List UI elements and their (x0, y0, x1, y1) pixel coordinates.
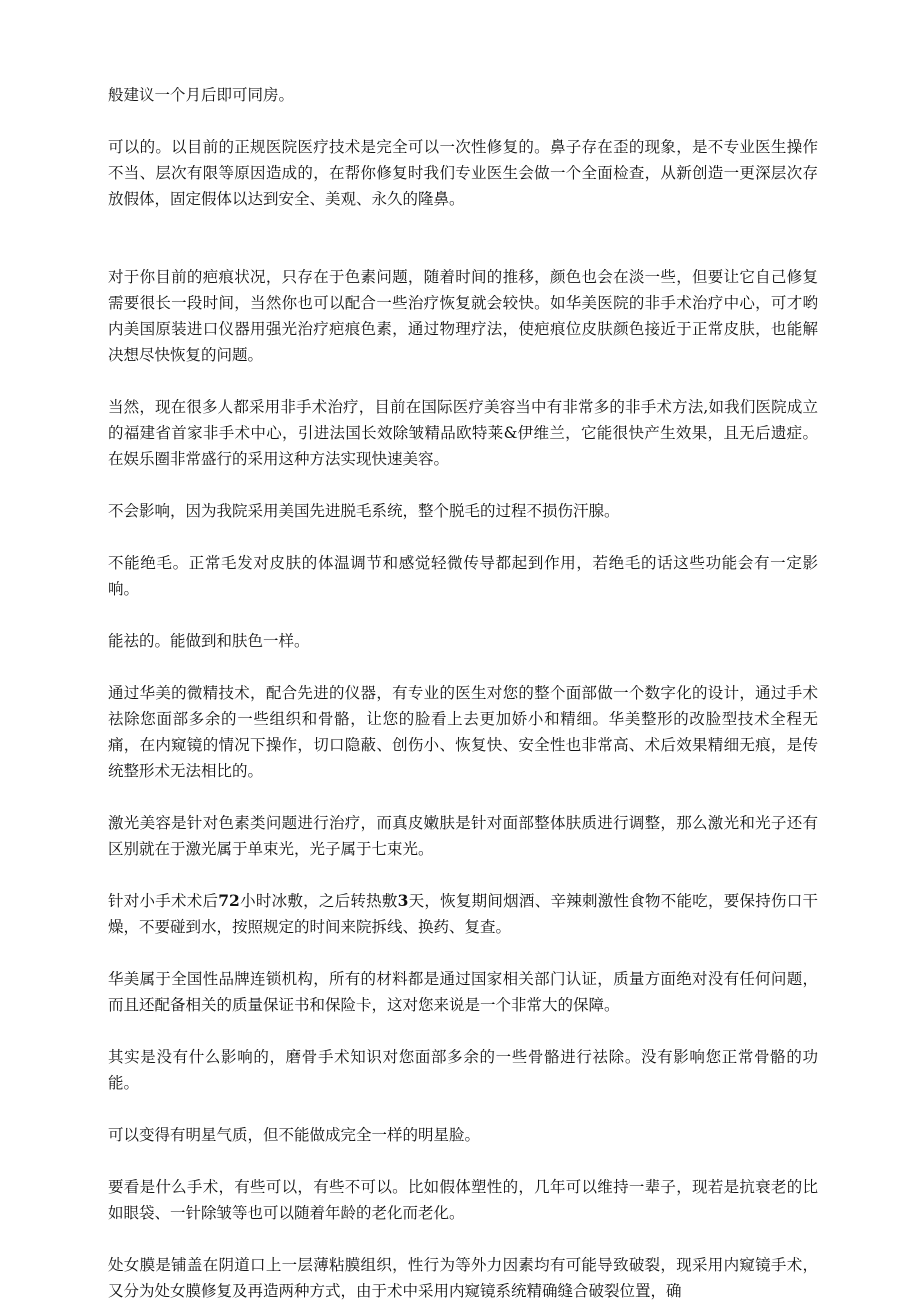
paragraph-15: 处女膜是铺盖在阴道口上一层薄粘膜组织，性行为等外力因素均有可能导致破裂，现采用内窥镜手术，又分为处女膜修复及再造两种方式，由于术中采用内窥镜系统精确缝合破裂位置，确 (108, 1256, 818, 1300)
days-number: 3 (397, 891, 409, 910)
paragraph-8: 通过华美的微精技术，配合先进的仪器，有专业的医生对您的整个面部做一个数字化的设计，通过手术祛除您面部多余的一些组织和骨骼，让您的脸看上去更加娇小和精细。华美整形的改脸型技术全程无痛，在内窥镜的情况下操作，切口隐蔽、创伤小、恢复快、安全性也非常高、术后效果精细无痕，是传统整形术无法相比的。 (108, 684, 818, 780)
paragraph-4: 当然，现在很多人都采用非手术治疗，目前在国际医疗美容当中有非常多的非手术方法,如我们医院成立的福建省首家非手术中心，引进法国长效除皱精品欧特莱&伊维兰，它能很快产生效果，且无后遗症。在娱乐圈非常盛行的采用这种方法实现快速美容。 (108, 398, 818, 468)
paragraph-13: 可以变得有明星气质，但不能做成完全一样的明星脸。 (108, 1126, 481, 1144)
paragraph-5: 不会影响，因为我院采用美国先进脱毛系统，整个脱毛的过程不损伤汗腺。 (108, 502, 620, 520)
paragraph-3: 对于你目前的疤痕状况，只存在于色素问题，随着时间的推移，颜色也会在淡一些，但要让它自己修复需要很长一段时间，当然你也可以配合一些治疗恢复就会较快。如华美医院的非手术治疗中心，可才哟内美国原装进口仪器用强光治疗疤痕色素，通过物理疗法，使疤痕位皮肤颜色接近于正常皮肤，也能解决想尽快恢复的问题。 (108, 268, 818, 364)
hours-number: 72 (218, 891, 240, 910)
paragraph-11: 华美属于全国性品牌连锁机构，所有的材料都是通过国家相关部门认证，质量方面绝对没有任何问题，而且还配备相关的质量保证书和保险卡，这对您来说是一个非常大的保障。 (108, 970, 818, 1014)
paragraph-1: 般建议一个月后即可同房。 (108, 86, 295, 104)
paragraph-10-text-a: 针对小手术术后 (108, 892, 219, 910)
paragraph-14: 要看是什么手术，有些可以，有些不可以。比如假体塑性的，几年可以维持一辈子，现若是抗衰老的比如眼袋、一针除皱等也可以随着年龄的老化而老化。 (108, 1178, 818, 1222)
paragraph-12: 其实是没有什么影响的，磨骨手术知识对您面部多余的一些骨骼进行祛除。没有影响您正常骨骼的功能。 (108, 1048, 818, 1092)
paragraph-9: 激光美容是针对色素类问题进行治疗，而真皮嫩肤是针对面部整体肤质进行调整，那么激光和光子还有区别就在于激光属于单束光，光子属于七束光。 (108, 814, 818, 858)
paragraph-10 (108, 888, 818, 940)
paragraph-10-text-b: 小时冰敷，之后转热敷 (239, 892, 398, 910)
paragraph-10-text-c: 天，恢复期间烟酒、辛辣刺激性食物不能吃，要保持伤口干燥，不要碰到水，按照规定的时间来院拆线、换药、复查。 (108, 892, 818, 936)
document-body (108, 82, 818, 1304)
paragraph-7: 能祛的。能做到和肤色一样。 (108, 632, 310, 650)
paragraph-6: 不能绝毛。正常毛发对皮肤的体温调节和感觉轻微传导都起到作用，若绝毛的话这些功能会有一定影响。 (108, 554, 818, 598)
paragraph-2: 可以的。以目前的正规医院医疗技术是完全可以一次性修复的。鼻子存在歪的现象，是不专业医生操作不当、层次有限等原因造成的，在帮你修复时我们专业医生会做一个全面检查，从新创造一更深层次存放假体，固定假体以达到安全、美观、永久的隆鼻。 (108, 138, 818, 208)
